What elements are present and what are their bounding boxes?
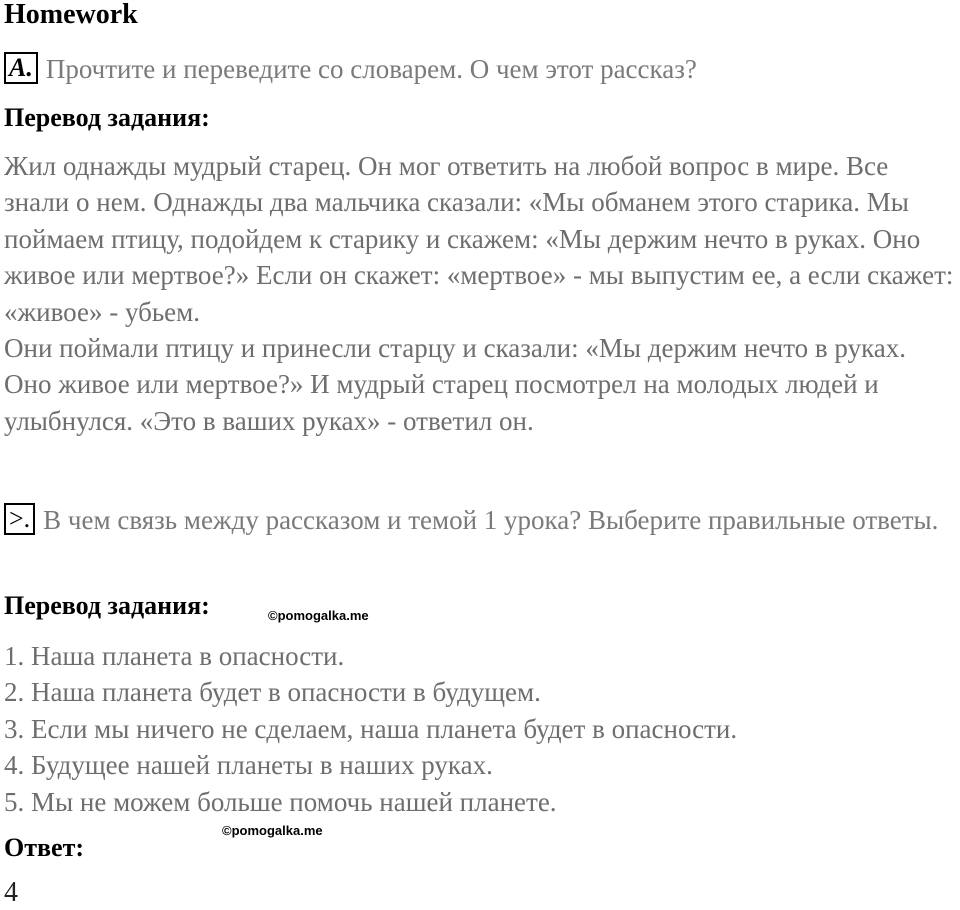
- list-item: 2. Наша планета будет в опасности в будущем.: [4, 677, 541, 708]
- task-b-instruction: В чем связь между рассказом и темой 1 урока? Выберите правильные ответы.: [43, 505, 939, 535]
- page-title: Homework: [4, 0, 138, 30]
- task-a-badge: A.: [4, 52, 38, 84]
- task-b-translation-heading: Перевод задания:: [4, 591, 210, 620]
- list-item: 5. Мы не можем больше помочь нашей планете.: [4, 786, 557, 817]
- story-paragraph: Жил однажды мудрый старец. Он мог ответить на любой вопрос в мире. Все знали о нем. Однажды два мальчика сказали: «Мы обманем этого старика. Мы поймаем птицу, подойдем к старику и скажем: «Мы держим нечто в руках. Оно живое или мертвое?» Если он скажет: «мертвое» - мы выпустим ее, а если скажет: «живое» - убьем.: [4, 151, 954, 327]
- answer-value: 4: [4, 877, 18, 908]
- story-text: [4, 148, 958, 439]
- story-paragraph: Они поймали птицу и принесли старцу и сказали: «Мы держим нечто в руках. Оно живое или мертвое?» И мудрый старец посмотрел на молодых людей и улыбнулся. «Это в ваших руках» - ответил он.: [4, 333, 907, 436]
- list-item: 1. Наша планета в опасности.: [4, 641, 345, 671]
- task-a-instruction-line: [4, 52, 697, 86]
- options-list: [4, 638, 954, 820]
- list-item: 3. Если мы ничего не сделаем, наша планета будет в опасности.: [4, 713, 738, 744]
- watermark: ©pomogalka.me: [222, 823, 323, 838]
- task-a-instruction: Прочтите и переведите со словарем. О чем этот рассказ?: [45, 54, 697, 84]
- task-a-translation-heading: Перевод задания:: [4, 103, 210, 132]
- task-b-instruction-line: [4, 502, 954, 538]
- task-b-badge: >.: [4, 503, 35, 535]
- answer-heading: Ответ:: [4, 833, 85, 862]
- list-item: 4. Будущее нашей планеты в наших руках.: [4, 750, 493, 781]
- watermark: ©pomogalka.me: [268, 608, 369, 623]
